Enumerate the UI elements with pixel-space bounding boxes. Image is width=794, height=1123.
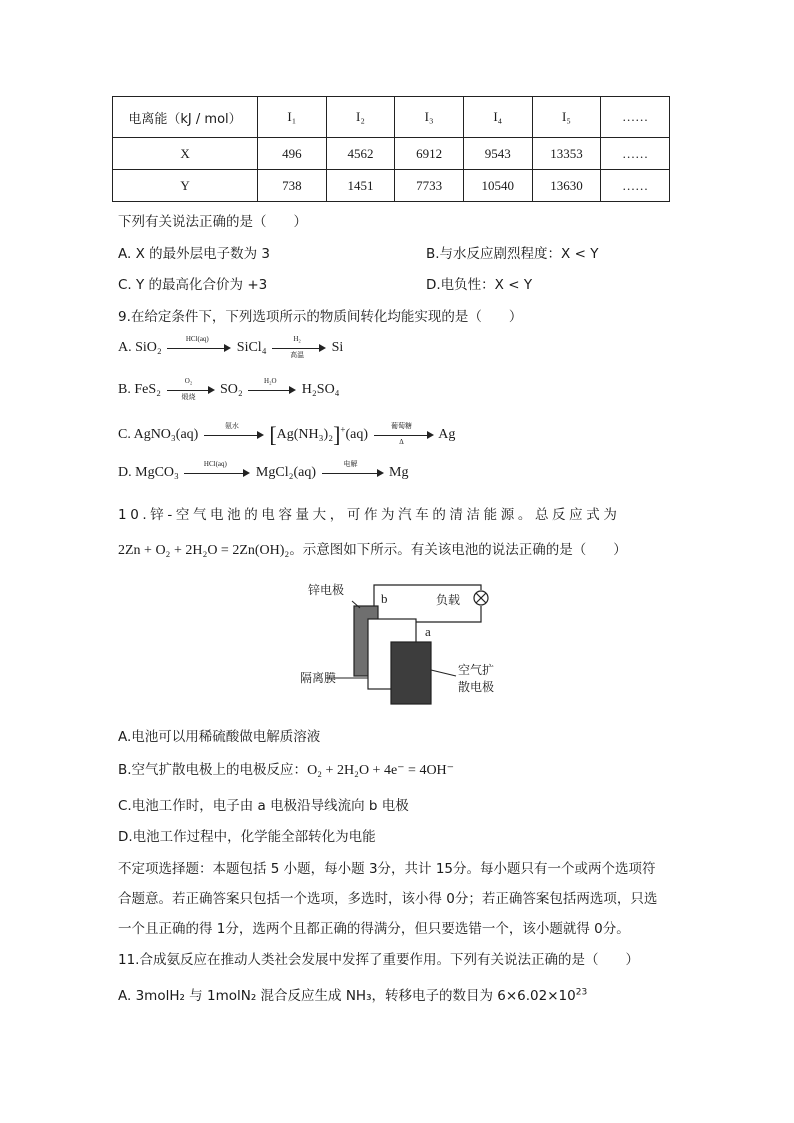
option-label: D. (118, 465, 132, 480)
formula: Si (331, 340, 344, 355)
table-cell: 13630 (532, 170, 601, 202)
table-header-row (113, 97, 670, 138)
table-cell: 738 (258, 170, 327, 202)
formula: FeS₂ (134, 382, 162, 397)
table-cell: 4562 (326, 138, 395, 170)
electrode-b-label: b (381, 591, 388, 606)
table-header-cell: …… (601, 97, 670, 138)
arrow-condition: 煅烧 (181, 392, 196, 401)
table-header-cell: I₃ (395, 97, 464, 138)
formula: Ag(NH₃)₂ (276, 427, 334, 443)
formula: SiO₂ (135, 340, 162, 355)
q11-option-a (118, 984, 587, 1004)
arrow-condition: H₂O (264, 376, 277, 385)
formula: H₂SO₄ (301, 382, 340, 397)
arrow-condition: 电解 (343, 459, 358, 468)
q8-option-c: C. Y 的最高化合价为 +3 (118, 277, 268, 293)
reaction-arrow (248, 376, 296, 397)
exponent: 23 (575, 987, 588, 998)
table-cell: …… (601, 170, 670, 202)
formula-tail: (aq) (345, 427, 369, 443)
table-cell: 10540 (463, 170, 532, 202)
table-cell: X (113, 138, 258, 170)
arrow-condition: 葡萄糖 (391, 422, 413, 430)
wire-b (374, 585, 481, 609)
ionization-energy-table (112, 96, 670, 202)
table-header-cell: I₅ (532, 97, 601, 138)
table-header-cell: I₄ (463, 97, 532, 138)
air-electrode (391, 642, 431, 704)
formula: MgCl₂(aq) (255, 465, 317, 480)
arrow-condition: O₂ (184, 376, 193, 385)
formula: AgNO₃(aq) (133, 427, 199, 443)
arrow-condition: 氨水 (224, 422, 239, 430)
table-header-cell: I₁ (258, 97, 327, 138)
table-cell: 1451 (326, 170, 395, 202)
q8-option-d: D.电负性：X < Y (426, 277, 533, 293)
arrow-condition: HCl(aq) (203, 459, 227, 468)
reaction-arrow (272, 334, 326, 359)
table-row (113, 170, 670, 202)
wire-a (410, 606, 481, 645)
section-instructions-line1: 不定项选择题：本题包括 5 小题，每小题 3分，共计 15分。每小题只有一个或两个选项符 (118, 861, 656, 877)
reaction-arrow (322, 459, 384, 480)
table-cell: 6912 (395, 138, 464, 170)
q8-option-a: A. X 的最外层电子数为 3 (118, 246, 270, 262)
q10-option-c: C.电池工作时，电子由 a 电极沿导线流向 b 电极 (118, 798, 409, 814)
q9-stem: 9.在给定条件下，下列选项所示的物质间转化均能实现的是（ ） (118, 309, 523, 325)
air-electrode-label: 空气扩 (458, 663, 495, 677)
q11-stem: 11.合成氨反应在推动人类社会发展中发挥了重要作用。下列有关说法正确的是（ ） (118, 952, 639, 968)
table-cell: 9543 (463, 138, 532, 170)
arrow-condition: 高温 (290, 350, 305, 359)
table-cell: …… (601, 138, 670, 170)
q9-option-b (118, 376, 340, 401)
q10-option-d: D.电池工作过程中，化学能全部转化为电能 (118, 829, 376, 845)
table-header-cell: I₂ (326, 97, 395, 138)
arrow-condition: HCl(aq) (185, 334, 209, 343)
q10-option-a: A.电池可以用稀硫酸做电解质溶液 (118, 729, 321, 745)
q8-stem: 下列有关说法正确的是（ ） (118, 214, 307, 230)
zinc-air-battery-diagram (290, 578, 510, 706)
formula: MgCO₃ (135, 465, 179, 480)
arrow-condition: Δ (399, 438, 404, 446)
section-instructions-line3: 一个且正确的得 1分，选两个且都正确的得满分，但只要选错一个，该小题就得 0分。 (118, 921, 630, 937)
q9-option-c (118, 422, 455, 448)
reaction-arrow (167, 334, 231, 355)
formula: Ag (438, 427, 456, 443)
section-instructions-line2: 合题意。若正确答案只包括一个选项，多选时，该小得 0分；若正确答案包括两选项，只选 (118, 891, 658, 907)
air-electrode-label-2: 散电极 (458, 680, 495, 694)
q10-stem-line2 (118, 538, 627, 559)
charge: + (340, 424, 346, 435)
formula: Mg (389, 465, 409, 480)
formula: SO₂ (220, 382, 243, 397)
arrow-condition: H₂ (293, 334, 301, 343)
q8-option-b: B.与水反应剧烈程度：X < Y (426, 246, 599, 262)
electrode-equation: O₂ + 2H₂O + 4e⁻ = 4OH⁻ (307, 763, 455, 778)
zinc-electrode-label: 锌电极 (308, 583, 345, 597)
reaction-arrow (374, 422, 434, 446)
load-label: 负载 (436, 593, 461, 607)
q9-option-d (118, 459, 409, 481)
table-row (113, 138, 670, 170)
table-cell: 496 (258, 138, 327, 170)
reaction-arrow (184, 459, 250, 480)
table-header-cell: 电离能（kJ / mol） (113, 97, 258, 138)
q10-stem-line1: 10.锌-空气电池的电容量大，可作为汽车的清洁能源。总反应式为 (118, 507, 621, 523)
q9-option-a (118, 334, 344, 359)
formula: SiCl₄ (236, 340, 267, 355)
left-bracket: [ (269, 422, 277, 447)
option-label: A. (118, 340, 132, 355)
table-cell: 13353 (532, 138, 601, 170)
option-label: B. (118, 382, 131, 397)
reaction-arrow (167, 376, 215, 401)
table-cell: Y (113, 170, 258, 202)
membrane-label: 隔离膜 (300, 671, 337, 685)
table-cell: 7733 (395, 170, 464, 202)
total-equation: 2Zn + O₂ + 2H₂O = 2Zn(OH)₂ (118, 543, 290, 558)
q10-stem-text: 。示意图如下所示。有关该电池的说法正确的是（ ） (289, 542, 627, 558)
option-text: B.空气扩散电极上的电极反应： (118, 762, 308, 778)
reaction-arrow (204, 422, 264, 442)
right-bracket: ] (333, 422, 341, 447)
option-text: A. 3molH₂ 与 1molN₂ 混合反应生成 NH₃，转移电子的数目为 6×6.02×10 (118, 988, 576, 1004)
q10-option-b (118, 758, 454, 779)
option-label: C. (118, 427, 131, 443)
electrode-a-label: a (425, 624, 431, 639)
